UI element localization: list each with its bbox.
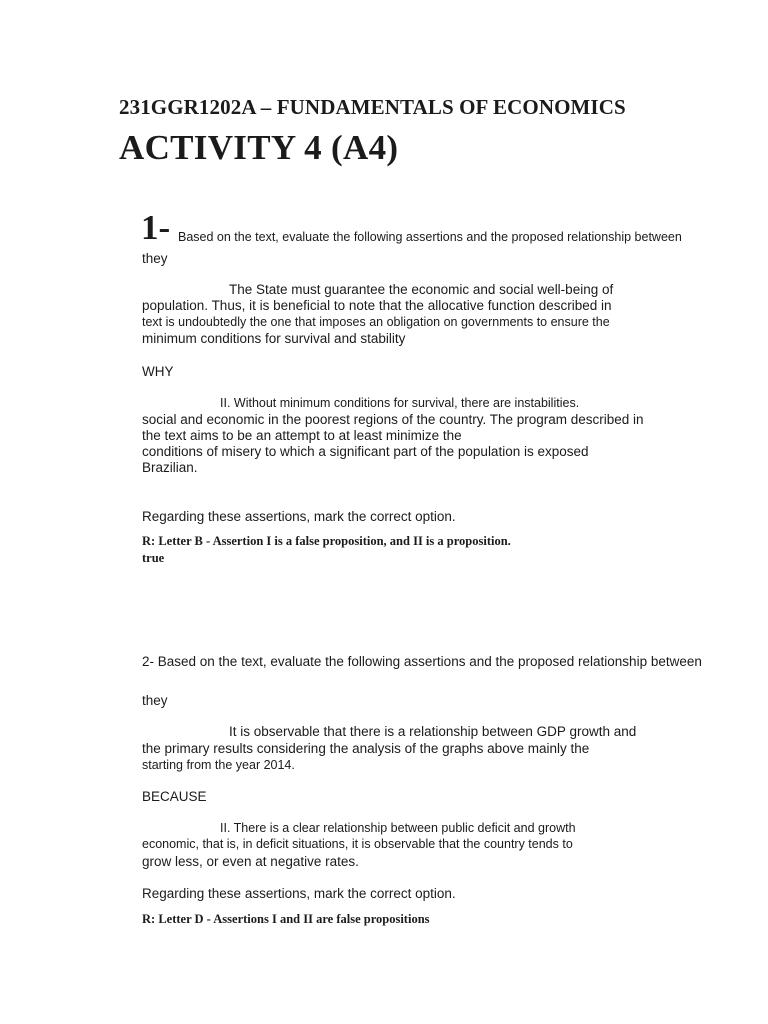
question-1-intro-cont: they (142, 251, 168, 266)
question-1-number: 1- (141, 208, 171, 247)
question-1-intro: Based on the text, evaluate the following assertions and the proposed relationship between (178, 230, 682, 244)
q1-assertion-1-line-4: minimum conditions for survival and stability (142, 331, 406, 346)
q1-connector: WHY (142, 364, 174, 379)
q1-assertion-2-line-5: Brazilian. (142, 460, 198, 475)
q1-answer-line-2: true (142, 551, 165, 565)
q2-assertion-1-line-3: starting from the year 2014. (142, 758, 295, 772)
q1-answer-line-1: R: Letter B - Assertion I is a false proposition, and II is a proposition. (142, 534, 511, 548)
q1-assertion-2-line-1: II. Without minimum conditions for survival, there are instabilities. (220, 396, 580, 410)
question-2-intro-cont: they (142, 693, 168, 708)
q1-assertion-1-line-1: The State must guarantee the economic and social well-being of (229, 282, 614, 297)
q1-prompt: Regarding these assertions, mark the correct option. (142, 509, 456, 524)
course-title: 231GGR1202A – FUNDAMENTALS OF ECONOMICS (119, 95, 626, 119)
q1-assertion-1-line-2: population. Thus, it is beneficial to note that the allocative function described in (142, 298, 612, 313)
q1-assertion-2-line-3: the text aims to be an attempt to at least minimize the (142, 428, 462, 443)
q2-assertion-2-line-1: II. There is a clear relationship between public deficit and growth (220, 821, 576, 835)
q2-prompt: Regarding these assertions, mark the correct option. (142, 886, 456, 901)
q1-assertion-2-line-4: conditions of misery to which a significant part of the population is exposed (142, 444, 589, 459)
q2-answer: R: Letter D - Assertions I and II are false propositions (142, 912, 430, 926)
q2-assertion-1-line-2: the primary results considering the analysis of the graphs above mainly the (142, 741, 590, 756)
question-2-intro: 2- Based on the text, evaluate the following assertions and the proposed relationship between (142, 654, 702, 669)
q1-assertion-1-line-3: text is undoubtedly the one that imposes an obligation on governments to ensure the (142, 315, 610, 329)
q2-assertion-1-line-1: It is observable that there is a relationship between GDP growth and (229, 724, 637, 739)
q1-assertion-2-line-2: social and economic in the poorest regions of the country. The program described in (142, 412, 644, 427)
activity-title: ACTIVITY 4 (A4) (119, 128, 399, 167)
q2-connector: BECAUSE (142, 789, 207, 804)
q2-assertion-2-line-2: economic, that is, in deficit situations, it is observable that the country tends to (142, 837, 573, 851)
q2-assertion-2-line-3: grow less, or even at negative rates. (142, 854, 359, 869)
